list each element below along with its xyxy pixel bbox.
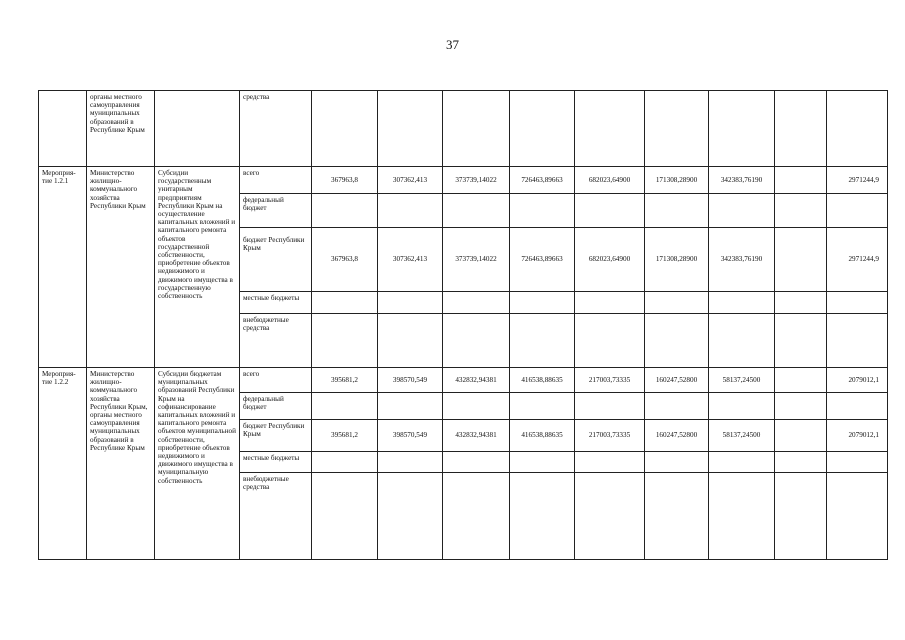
value-cell (575, 452, 645, 473)
value-cell (709, 393, 775, 420)
source-cell: внебюджетные средства (240, 314, 312, 368)
value-cell (510, 393, 575, 420)
value-cell (645, 292, 709, 314)
value-cell (443, 292, 510, 314)
value-cell: 395681,2 (312, 420, 378, 452)
value-cell: 432832,94381 (443, 368, 510, 393)
source-cell: федеральный бюджет (240, 393, 312, 420)
value-cell: 398570,549 (378, 368, 443, 393)
value-cell (312, 393, 378, 420)
total-cell: 2971244,9 (827, 167, 888, 194)
value-cell (775, 420, 827, 452)
value-cell: 217003,73335 (575, 420, 645, 452)
source-cell: всего (240, 167, 312, 194)
value-cell (510, 473, 575, 560)
source-cell: всего (240, 368, 312, 393)
value-cell (775, 292, 827, 314)
total-cell: 2079012,1 (827, 368, 888, 393)
value-cell (645, 452, 709, 473)
value-cell: 395681,2 (312, 368, 378, 393)
value-cell (443, 393, 510, 420)
description-cell: Субсидии государственным унитарным предприятиям Республики Крым на осуществление капитальных вложений и капитального ремонта объектов государственной собственности, приобретение объектов недвижимого и движимого имущества в государственную собственность (155, 167, 240, 368)
value-cell (775, 167, 827, 194)
value-cell: 217003,73335 (575, 368, 645, 393)
value-cell (443, 452, 510, 473)
source-cell: федеральный бюджет (240, 194, 312, 228)
total-cell (827, 314, 888, 368)
value-cell (443, 473, 510, 560)
continued-row (39, 91, 888, 167)
value-cell (709, 314, 775, 368)
value-cell: 58137,24500 (709, 420, 775, 452)
source-cell: бюджет Республики Крым (240, 228, 312, 292)
total-cell (827, 292, 888, 314)
value-cell: 367963,8 (312, 167, 378, 194)
value-cell (709, 194, 775, 228)
value-cell (775, 473, 827, 560)
value-cell (575, 194, 645, 228)
value-cell: 342383,76190 (709, 167, 775, 194)
source-cell: местные бюджеты (240, 292, 312, 314)
table-row (39, 368, 888, 393)
value-cell (510, 314, 575, 368)
description-cell: Субсидии бюджетам муниципальных образований Республики Крым на софинансирование капитальных вложений и капитального ремонта объектов муниципальной собственности, приобретение объектов недвижимого и движимого имущества в муниципальную собственность (155, 368, 240, 560)
value-cell (312, 292, 378, 314)
value-cell (709, 292, 775, 314)
value-cell (378, 194, 443, 228)
value-cell: 373739,14022 (443, 228, 510, 292)
value-cell (312, 452, 378, 473)
value-cell: 416538,88635 (510, 420, 575, 452)
value-cell (510, 194, 575, 228)
value-cell (378, 393, 443, 420)
value-cell (312, 314, 378, 368)
value-cell (645, 473, 709, 560)
value-cell: 58137,24500 (709, 368, 775, 393)
value-cell (575, 473, 645, 560)
value-cell: 726463,89663 (510, 167, 575, 194)
value-cell (775, 194, 827, 228)
source-cell: местные бюджеты (240, 452, 312, 473)
value-cell (312, 473, 378, 560)
value-cell: 682023,64900 (575, 228, 645, 292)
source-cell: бюджет Республики Крым (240, 420, 312, 452)
source-cell: внебюджетные средства (240, 473, 312, 560)
value-cell (510, 452, 575, 473)
value-cell: 682023,64900 (575, 167, 645, 194)
value-cell: 307362,413 (378, 228, 443, 292)
value-cell (575, 314, 645, 368)
value-cell: 160247,52800 (645, 420, 709, 452)
value-cell (775, 393, 827, 420)
value-cell (443, 314, 510, 368)
value-cell (645, 194, 709, 228)
value-cell (510, 292, 575, 314)
value-cell (378, 314, 443, 368)
total-cell (827, 452, 888, 473)
value-cell (709, 452, 775, 473)
value-cell (575, 393, 645, 420)
value-cell (775, 452, 827, 473)
value-cell (378, 452, 443, 473)
value-cell: 398570,549 (378, 420, 443, 452)
value-cell: 373739,14022 (443, 167, 510, 194)
page-number: 37 (446, 37, 459, 52)
value-cell (312, 194, 378, 228)
value-cell: 307362,413 (378, 167, 443, 194)
total-cell (827, 194, 888, 228)
value-cell: 416538,88635 (510, 368, 575, 393)
value-cell (575, 292, 645, 314)
value-cell: 160247,52800 (645, 368, 709, 393)
executor-cell: Министерство жилищно-коммунального хозяйства Республики Крым, органы местного самоуправления муниципальных образований в Республике Крым (87, 368, 155, 560)
total-cell: 2079012,1 (827, 420, 888, 452)
total-cell (827, 393, 888, 420)
budget-table (38, 90, 888, 560)
value-cell: 171308,28900 (645, 167, 709, 194)
value-cell: 171308,28900 (645, 228, 709, 292)
value-cell: 367963,8 (312, 228, 378, 292)
table-row (39, 167, 888, 194)
total-cell: 2971244,9 (827, 228, 888, 292)
value-cell: 726463,89663 (510, 228, 575, 292)
total-cell (827, 473, 888, 560)
value-cell (775, 228, 827, 292)
value-cell (775, 368, 827, 393)
executor-cell: Министерство жилищно-коммунального хозяйства Республики Крым (87, 167, 155, 368)
value-cell: 342383,76190 (709, 228, 775, 292)
source-cell: средства (240, 91, 312, 167)
value-cell (775, 314, 827, 368)
value-cell (645, 393, 709, 420)
value-cell: 432832,94381 (443, 420, 510, 452)
value-cell (378, 292, 443, 314)
measure-id: Мероприя-тие 1.2.1 (39, 167, 87, 368)
value-cell (645, 314, 709, 368)
value-cell (709, 473, 775, 560)
value-cell (378, 473, 443, 560)
measure-id: Мероприя-тие 1.2.2 (39, 368, 87, 560)
executor-cell: органы местного самоуправления муниципальных образований в Республике Крым (87, 91, 155, 167)
value-cell (443, 194, 510, 228)
